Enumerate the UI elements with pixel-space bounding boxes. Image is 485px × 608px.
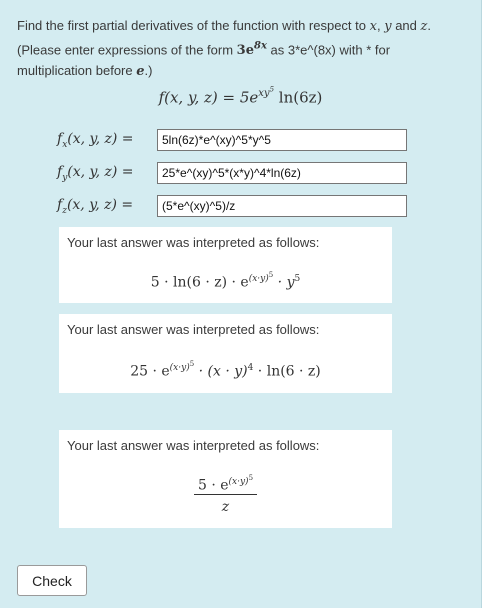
function-formula [0,86,481,106]
feedback-math-fz [59,474,392,515]
form-suffix: as 3*e^(8x) with * for multiplication before [17,42,391,79]
function-exp: xy [258,88,270,100]
feedback-title: Your last answer was interpreted as follows: [67,235,320,250]
check-button[interactable]: Check [17,565,87,596]
question-closing: .) [144,63,153,79]
var-x: x [369,19,377,34]
answer-row-fx [57,127,407,153]
label-fy: $f_y(x$, y, z) = [57,163,134,183]
feedback-math-fy: $25 \cdot e^{(x\cdot y)^5} \cdot (x \cdot y)^4 \cdot \ln(6 \cdot z)$ [130,360,321,380]
answer-row-fz [57,193,407,219]
var-z: z [420,19,428,34]
answer-input-fx[interactable] [157,129,407,151]
feedback-box-fy [59,314,392,393]
feedback-math-fx: $5 \cdot \ln(6 \cdot z) \cdot e^{(x\cdot y)^5} \cdot y^5$ [150,271,301,291]
answer-input-fy[interactable] [157,162,407,184]
and-word: and [395,18,417,33]
form-exp: 8x [254,41,267,52]
feedback-box-fz [59,430,392,528]
function-rhs: ln(6z) [274,88,323,107]
function-exp-power: 5 [269,86,275,94]
question-text: Find the first partial derivatives of the function with respect to x, y and z. (Please enter expressions of the form $3e^{8x}$ as 3*e^(8x) with * for multiplication before e.) [17,18,431,80]
label-fz: $f_z(x$, y, z) = [57,196,134,216]
question-line2: . (Please enter expressions of the form [17,18,431,58]
feedback-box-fx [59,227,392,303]
e-var: e [136,64,145,80]
label-fx: $f_x(x$, y, z) = [57,130,134,150]
var-y: y [384,19,392,34]
function-lhs: f(x, y, z) = 5e [158,88,259,107]
feedback-title: Your last answer was interpreted as follows: [67,438,320,453]
form-math: 3e [236,43,254,59]
feedback-title: Your last answer was interpreted as follows: [67,322,320,337]
fraction: $\frac{5 \cdot e^{(x\cdot y)^5}}{z}$ [194,474,257,515]
answer-row-fy [57,160,407,186]
question-line1: Find the first partial derivatives of the function with respect to [17,18,370,33]
answer-input-fz[interactable] [157,195,407,217]
